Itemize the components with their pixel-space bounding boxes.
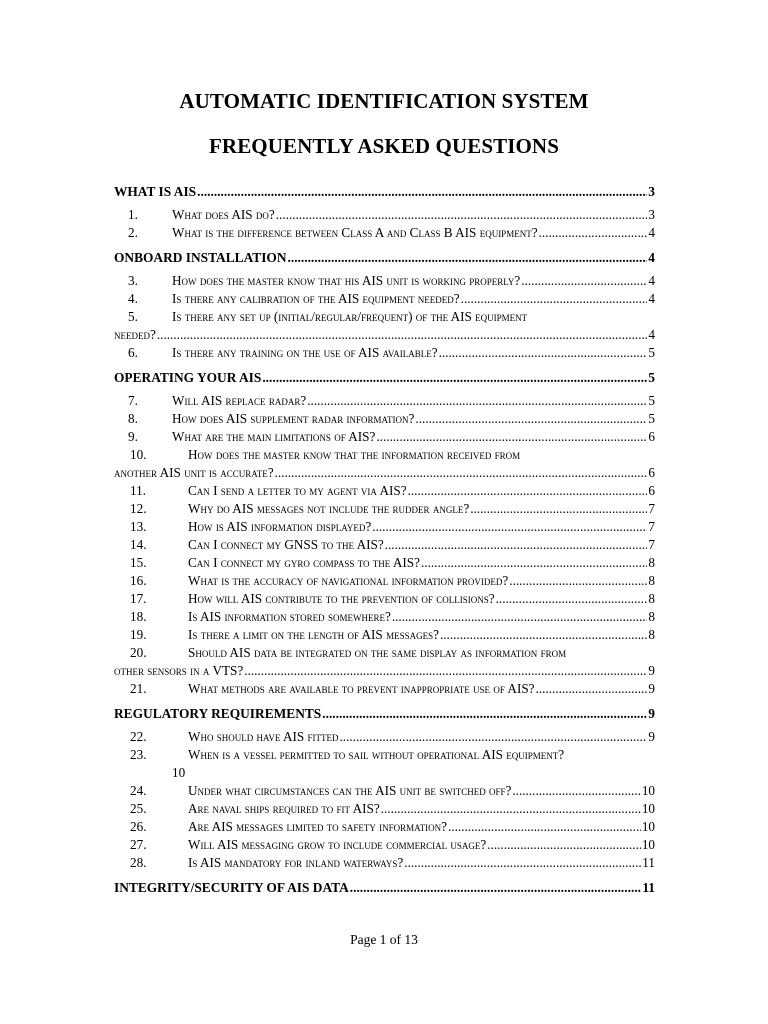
- toc-entry-title: Under what circumstances can the AIS unit be switched off?: [188, 783, 512, 798]
- toc-page-number: 10: [172, 765, 186, 780]
- toc-entry-number: 28.: [130, 855, 147, 870]
- toc-entry-8[interactable]: [114, 410, 655, 428]
- toc-entry-5-continued[interactable]: [114, 326, 655, 344]
- toc-leader: [381, 800, 641, 818]
- toc-entry-10-continued[interactable]: [114, 464, 655, 482]
- toc-entry-title: How does the master know that his AIS unit is working properly?: [172, 273, 521, 288]
- toc-entry-title: Is AIS mandatory for inland waterways?: [188, 855, 404, 870]
- toc-entry-3[interactable]: [114, 272, 655, 290]
- toc-entry-number: 18.: [130, 609, 147, 624]
- toc-page-number: 5: [648, 393, 655, 408]
- toc-page-number: 10: [641, 837, 655, 852]
- toc-leader: [421, 554, 647, 572]
- toc-entry-number: 23.: [130, 747, 147, 762]
- toc-entry-27[interactable]: [114, 836, 655, 854]
- toc-entry-title-continued: another AIS unit is accurate?: [114, 465, 274, 480]
- toc-entry-title: Are AIS messages limited to safety information?: [188, 819, 448, 834]
- toc-leader: [470, 500, 647, 518]
- toc-leader: [448, 818, 641, 836]
- toc-leader: [288, 248, 648, 268]
- toc-entry-23[interactable]: [114, 746, 655, 764]
- document-title: AUTOMATIC IDENTIFICATION SYSTEM: [179, 89, 589, 113]
- toc-page-number: 10: [641, 783, 655, 798]
- toc-leader: [262, 368, 647, 388]
- toc-entry-title: How is AIS information displayed?: [188, 519, 372, 534]
- toc-entry-24[interactable]: [114, 782, 655, 800]
- toc-entry-title: When is a vessel permitted to sail without operational AIS equipment?: [188, 747, 565, 762]
- toc-entry-26[interactable]: [114, 818, 655, 836]
- toc-entry-15[interactable]: [114, 554, 655, 572]
- toc-entry-title: Is there any training on the use of AIS available?: [172, 345, 438, 360]
- toc-entry-5[interactable]: [114, 308, 655, 326]
- toc-entry-number: 25.: [130, 801, 147, 816]
- toc-entry-1[interactable]: [114, 206, 655, 224]
- toc-entry-title: What is the difference between Class A and Class B AIS equipment?: [172, 225, 538, 240]
- toc-entry-title: How does AIS supplement radar information?: [172, 411, 415, 426]
- toc-entry-title: Why do AIS messages not include the rudder angle?: [188, 501, 470, 516]
- toc-entry-title: Will AIS replace radar?: [172, 393, 307, 408]
- toc-page-number: 7: [648, 519, 655, 534]
- toc-page-number: 11: [642, 855, 655, 870]
- toc-leader: [487, 836, 641, 854]
- toc-entry-title: Can I send a letter to my agent via AIS?: [188, 483, 407, 498]
- toc-entry-title-continued: other sensors in a VTS?: [114, 663, 244, 678]
- toc-entry-number: 4.: [128, 291, 138, 306]
- toc-entry-number: 1.: [128, 207, 138, 222]
- toc-entry-number: 13.: [130, 519, 147, 534]
- toc-leader: [275, 464, 648, 482]
- toc-entry-number: 26.: [130, 819, 147, 834]
- toc-leader: [496, 590, 648, 608]
- toc-entry-22[interactable]: [114, 728, 655, 746]
- toc-entry-18[interactable]: [114, 608, 655, 626]
- toc-section-integrity-security[interactable]: [114, 878, 655, 898]
- toc-entry-10[interactable]: [114, 446, 655, 464]
- toc-leader: [322, 704, 647, 724]
- toc-entry-number: 5.: [128, 309, 138, 324]
- toc-leader: [512, 782, 640, 800]
- toc-entry-number: 12.: [130, 501, 147, 516]
- toc-section-title: OPERATING YOUR AIS: [114, 370, 262, 385]
- toc-page-number: 4: [648, 273, 655, 288]
- toc-entry-number: 11.: [130, 483, 146, 498]
- toc-leader: [350, 878, 642, 898]
- toc-entry-title-continued: needed?: [114, 327, 156, 342]
- toc-entry-title: Can I connect my gyro compass to the AIS?: [188, 555, 420, 570]
- toc-entry-9[interactable]: [114, 428, 655, 446]
- toc-entry-title: Are naval ships required to fit AIS?: [188, 801, 380, 816]
- toc-page-number: 4: [648, 225, 655, 240]
- toc-page-number: 8: [648, 609, 655, 624]
- toc-page-number: 4: [648, 250, 655, 265]
- toc-entry-number: 8.: [128, 411, 138, 426]
- toc-section-onboard-installation[interactable]: [114, 248, 655, 268]
- toc-entry-number: 3.: [128, 273, 138, 288]
- toc-leader: [392, 608, 648, 626]
- toc-entry-title: What does AIS do?: [172, 207, 275, 222]
- toc-section-title: REGULATORY REQUIREMENTS: [114, 706, 322, 721]
- toc-entry-16[interactable]: [114, 572, 655, 590]
- toc-section-title: INTEGRITY/SECURITY OF AIS DATA: [114, 880, 349, 895]
- toc-leader: [157, 326, 648, 344]
- toc-entry-number: 16.: [130, 573, 147, 588]
- toc-page-number: 9: [648, 706, 655, 721]
- toc-page-number: 9: [648, 729, 655, 744]
- toc-entry-number: 17.: [130, 591, 147, 606]
- toc-page-number: 3: [648, 184, 655, 199]
- toc-leader: [461, 290, 648, 308]
- document-subtitle: FREQUENTLY ASKED QUESTIONS: [209, 134, 559, 158]
- toc-page-number: 8: [648, 573, 655, 588]
- toc-entry-number: 2.: [128, 225, 138, 240]
- toc-page-number: 5: [648, 345, 655, 360]
- toc-leader: [539, 224, 648, 242]
- toc-entry-title: Should AIS data be integrated on the same display as information from: [188, 645, 567, 660]
- toc-entry-number: 20.: [130, 645, 147, 660]
- toc-page-number: 11: [642, 880, 655, 895]
- toc-leader: [440, 626, 647, 644]
- toc-entry-number: 14.: [130, 537, 147, 552]
- toc-entry-title: Is there any calibration of the AIS equipment needed?: [172, 291, 460, 306]
- toc-entry-12[interactable]: [114, 500, 655, 518]
- toc-entry-title: How does the master know that the information received from: [188, 447, 521, 462]
- toc-entry-6[interactable]: [114, 344, 655, 362]
- toc-entry-number: 24.: [130, 783, 147, 798]
- toc-entry-21[interactable]: [114, 680, 655, 698]
- toc-entry-20[interactable]: [114, 644, 655, 662]
- toc-entry-number: 22.: [130, 729, 147, 744]
- toc-leader: [385, 536, 648, 554]
- toc-page-number: 6: [648, 483, 655, 498]
- toc-leader: [521, 272, 647, 290]
- toc-leader: [276, 206, 648, 224]
- toc-page-number: 4: [648, 327, 655, 342]
- toc-entry-number: 19.: [130, 627, 147, 642]
- toc-entry-2[interactable]: [114, 224, 655, 242]
- toc-entry-28[interactable]: [114, 854, 655, 872]
- toc-page-number: 8: [648, 591, 655, 606]
- toc-entry-17[interactable]: [114, 590, 655, 608]
- toc-entry-19[interactable]: [114, 626, 655, 644]
- toc-entry-title: Is there a limit on the length of AIS messages?: [188, 627, 439, 642]
- toc-section-what-is-ais[interactable]: [114, 182, 655, 202]
- toc-entry-25[interactable]: [114, 800, 655, 818]
- toc-leader: [536, 680, 648, 698]
- toc-entry-7[interactable]: [114, 392, 655, 410]
- toc-entry-number: 27.: [130, 837, 147, 852]
- toc-entry-13[interactable]: [114, 518, 655, 536]
- toc-page-number: 8: [648, 627, 655, 642]
- toc-leader: [307, 392, 647, 410]
- toc-entry-number: 6.: [128, 345, 138, 360]
- toc-leader: [415, 410, 647, 428]
- toc-leader: [408, 482, 648, 500]
- toc-entry-4[interactable]: [114, 290, 655, 308]
- toc-entry-number: 15.: [130, 555, 147, 570]
- toc-page-number: 5: [648, 411, 655, 426]
- toc-entry-title: What methods are available to prevent inappropriate use of AIS?: [188, 681, 535, 696]
- toc-entry-title: How will AIS contribute to the prevention of collisions?: [188, 591, 495, 606]
- toc-entry-number: 21.: [130, 681, 147, 696]
- toc-entry-title: Is AIS information stored somewhere?: [188, 609, 391, 624]
- toc-page-number: 6: [648, 465, 655, 480]
- toc-page-number: 3: [648, 207, 655, 222]
- toc-section-title: WHAT IS AIS: [114, 184, 197, 199]
- toc-page-number: 9: [648, 681, 655, 696]
- toc-entry-14[interactable]: [114, 536, 655, 554]
- toc-entry-20-continued[interactable]: [114, 662, 655, 680]
- toc-section-regulatory-requirements[interactable]: [114, 704, 655, 724]
- toc-leader: [372, 518, 647, 536]
- toc-entry-title: Is there any set up (initial/regular/frequent) of the AIS equipment: [172, 309, 528, 324]
- toc-page-number: 10: [641, 801, 655, 816]
- toc-page-number: 4: [648, 291, 655, 306]
- toc-entry-title: Will AIS messaging grow to include commercial usage?: [188, 837, 487, 852]
- toc-leader: [197, 182, 647, 202]
- toc-page-number: 9: [648, 663, 655, 678]
- page-footer: Page 1 of 13: [350, 932, 418, 947]
- toc-leader: [404, 854, 641, 872]
- toc-section-operating-your-ais[interactable]: [114, 368, 655, 388]
- table-of-contents: [114, 182, 655, 898]
- toc-entry-title: Who should have AIS fitted: [188, 729, 339, 744]
- toc-entry-number: 7.: [128, 393, 138, 408]
- toc-entry-title: Can I connect my GNSS to the AIS?: [188, 537, 384, 552]
- toc-section-title: ONBOARD INSTALLATION: [114, 250, 287, 265]
- toc-page-number: 7: [648, 537, 655, 552]
- toc-leader: [244, 662, 647, 680]
- toc-page-number: 5: [648, 370, 655, 385]
- toc-entry-number: 10.: [130, 447, 147, 462]
- toc-page-number: 10: [641, 819, 655, 834]
- toc-entry-title: What are the main limitations of AIS?: [172, 429, 376, 444]
- toc-page-number: 6: [648, 429, 655, 444]
- toc-page-number: 8: [648, 555, 655, 570]
- toc-leader: [340, 728, 648, 746]
- toc-entry-title: What is the accuracy of navigational information provided?: [188, 573, 509, 588]
- toc-leader: [509, 572, 647, 590]
- toc-page-number: 7: [648, 501, 655, 516]
- toc-entry-number: 9.: [128, 429, 138, 444]
- toc-leader: [439, 344, 648, 362]
- toc-entry-11[interactable]: [114, 482, 655, 500]
- toc-entry-23-continued[interactable]: [114, 764, 655, 782]
- toc-leader: [376, 428, 647, 446]
